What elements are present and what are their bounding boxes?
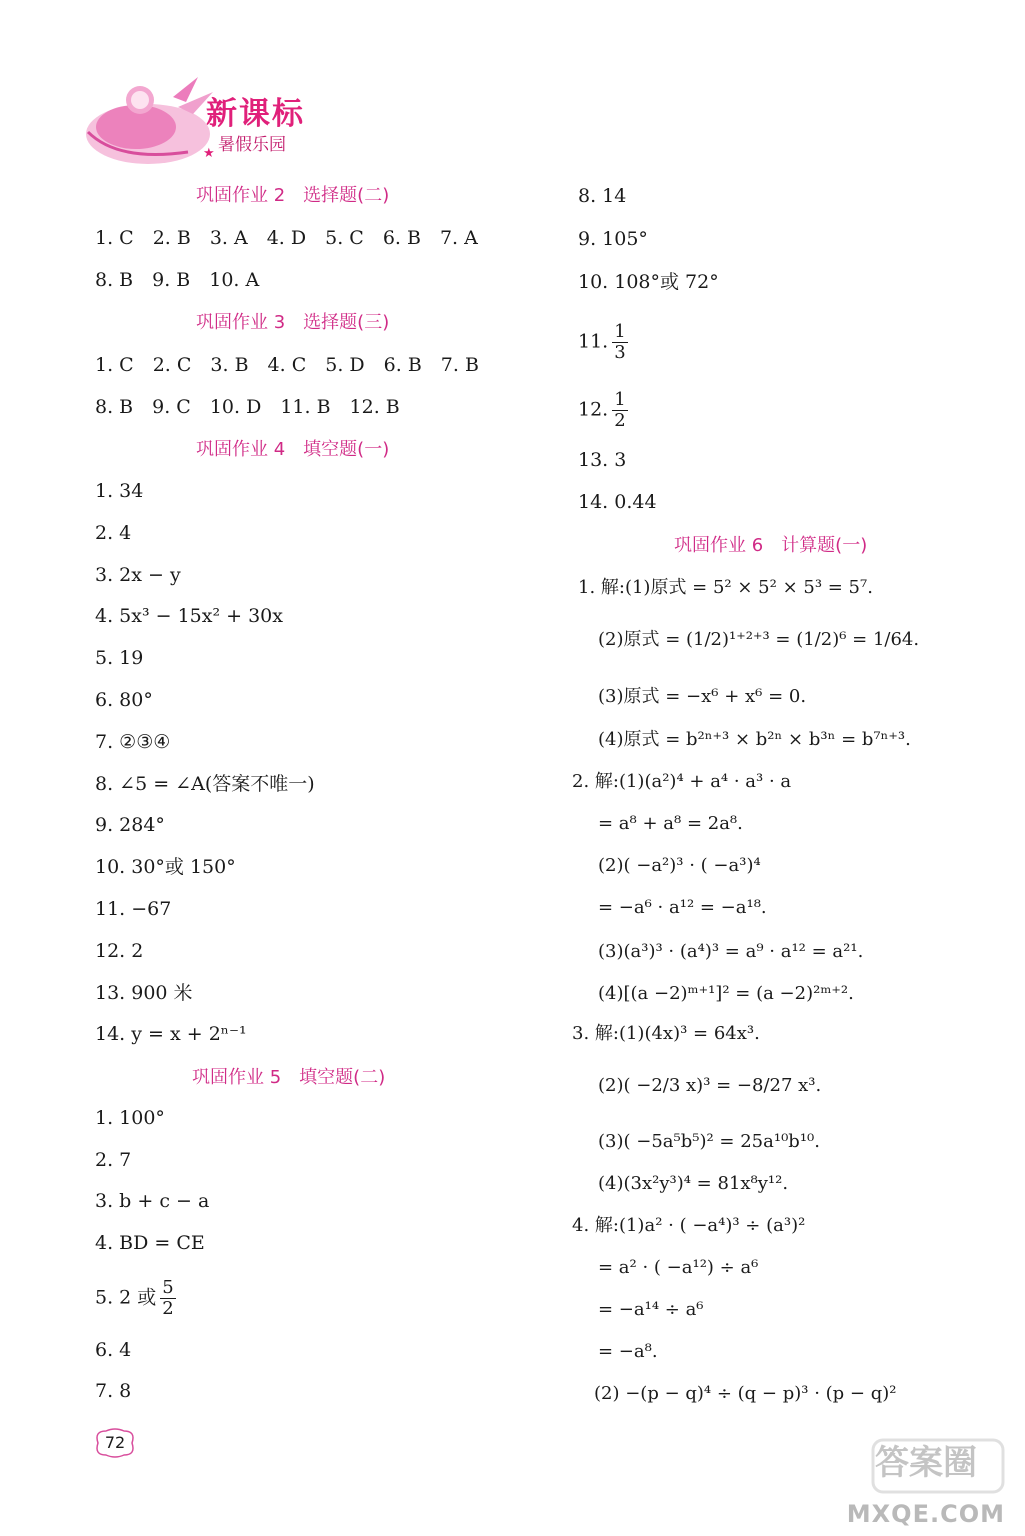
answer-line: 8. B 9. B 10. A: [95, 269, 260, 291]
answer-line: 7. ②③④: [95, 730, 171, 753]
fraction-denominator: 3: [614, 342, 626, 363]
answer-line: 8. B 9. C 10. D 11. B 12. B: [95, 396, 400, 418]
calculation-line: 3. 解:(1)(4x)³ = 64x³.: [572, 1023, 760, 1044]
fraction-numerator: 5: [162, 1277, 174, 1298]
answer-line: 2. 4: [95, 521, 132, 544]
answer-line-fraction: [578, 322, 628, 363]
fraction: [612, 322, 627, 363]
calculation-line: (2)( −a²)³ · ( −a³)⁴: [598, 855, 761, 876]
calculation-line: = −a¹⁴ ÷ a⁶: [598, 1299, 704, 1320]
fraction-denominator: 2: [162, 1298, 174, 1319]
fraction: [160, 1278, 175, 1319]
answer-line: 14. 0.44: [578, 491, 657, 513]
section-title-4: 巩固作业 4 填空题(一): [196, 439, 390, 460]
answer-line-fraction: [578, 390, 628, 431]
answer-line-fraction: [95, 1278, 176, 1319]
calculation-line: (4)[(a −2)ᵐ⁺¹]² = (a −2)²ᵐ⁺².: [598, 983, 854, 1004]
calculation-line: 1. 解:(1)原式 = 5² × 5² × 5³ = 5⁷.: [578, 577, 873, 598]
answer-line: 13. 3: [578, 449, 627, 471]
answer-line: 14. y = x + 2ⁿ⁻¹: [95, 1023, 247, 1046]
logo-subtitle: 暑假乐园: [218, 135, 286, 155]
answer-line: 10. 30°或 150°: [95, 856, 236, 879]
section-title-3: 巩固作业 3 选择题(三): [196, 312, 390, 333]
fraction-denominator: 2: [614, 410, 626, 431]
page-number: 72: [104, 1433, 126, 1452]
calculation-line: 2. 解:(1)(a²)⁴ + a⁴ · a³ · a: [572, 771, 792, 792]
calculation-line: (4)原式 = b²ⁿ⁺³ × b²ⁿ × b³ⁿ = b⁷ⁿ⁺³.: [598, 729, 911, 750]
section-title-2: 巩固作业 2 选择题(二): [196, 185, 390, 206]
answer-line: 8. ∠5 = ∠A(答案不唯一): [95, 772, 315, 795]
calculation-line: = −a⁸.: [598, 1341, 658, 1362]
calculation-line: (2)( −2/3 x)³ = −8/27 x³.: [598, 1075, 822, 1096]
calculation-line: = a⁸ + a⁸ = 2a⁸.: [598, 813, 743, 834]
answer-line: 6. 4: [95, 1339, 132, 1361]
answer-line: 9. 105°: [578, 228, 648, 250]
answer-line: 12. 2: [95, 939, 144, 962]
logo-title: 新课标: [206, 96, 305, 132]
watermark-text: MXQE.COM: [846, 1500, 1005, 1528]
answer-prefix: 5. 2 或: [95, 1286, 157, 1309]
answer-line: 3. b + c − a: [95, 1190, 210, 1212]
answer-line: 4. 5x³ − 15x² + 30x: [95, 605, 283, 628]
section-title-5: 巩固作业 5 填空题(二): [192, 1067, 386, 1088]
answer-prefix: 12.: [578, 398, 609, 421]
answer-line: 3. 2x − y: [95, 563, 181, 586]
calculation-line: (3)(a³)³ · (a⁴)³ = a⁹ · a¹² = a²¹.: [598, 941, 864, 962]
section-title-6: 巩固作业 6 计算题(一): [674, 535, 868, 556]
answer-line: 9. 284°: [95, 814, 165, 837]
answer-line: 1. C 2. C 3. B 4. C 5. D 6. B 7. B: [95, 354, 479, 376]
answer-line: 1. 100°: [95, 1107, 165, 1129]
fraction-numerator: 1: [614, 389, 626, 410]
star-icon: ★: [203, 146, 215, 161]
calculation-line: (3)( −5a⁵b⁵)² = 25a¹⁰b¹⁰.: [598, 1131, 820, 1152]
calculation-line: (2) −(p − q)⁴ ÷ (q − p)³ · (p − q)²: [594, 1383, 897, 1404]
calculation-line: (2)原式 = (1/2)¹⁺²⁺³ = (1/2)⁶ = 1/64.: [598, 629, 920, 650]
answer-line: 13. 900 米: [95, 981, 193, 1004]
fraction: [612, 390, 627, 431]
answer-line: 2. 7: [95, 1148, 132, 1171]
answer-line: 11. −67: [95, 898, 172, 920]
answer-line: 8. 14: [578, 185, 627, 207]
answer-prefix: 11.: [578, 330, 609, 353]
calculation-line: = −a⁶ · a¹² = −a¹⁸.: [598, 897, 767, 918]
answer-line: 1. 34: [95, 480, 144, 502]
answer-line: 7. 8: [95, 1380, 132, 1402]
answer-line: 6. 80°: [95, 689, 153, 711]
fraction-numerator: 1: [614, 321, 626, 342]
calculation-line: (3)原式 = −x⁶ + x⁶ = 0.: [598, 686, 807, 707]
watermark-cn: 答案圈: [875, 1443, 977, 1483]
calculation-line: = a² · ( −a¹²) ÷ a⁶: [598, 1257, 759, 1278]
calculation-line: (4)(3x²y³)⁴ = 81x⁸y¹².: [598, 1173, 789, 1194]
answer-line: 4. BD = CE: [95, 1231, 205, 1254]
answer-line: 10. 108°或 72°: [578, 271, 719, 293]
answer-line: 1. C 2. B 3. A 4. D 5. C 6. B 7. A: [95, 227, 478, 249]
answer-line: 5. 19: [95, 647, 144, 670]
calculation-line: 4. 解:(1)a² · ( −a⁴)³ ÷ (a³)²: [572, 1215, 806, 1236]
